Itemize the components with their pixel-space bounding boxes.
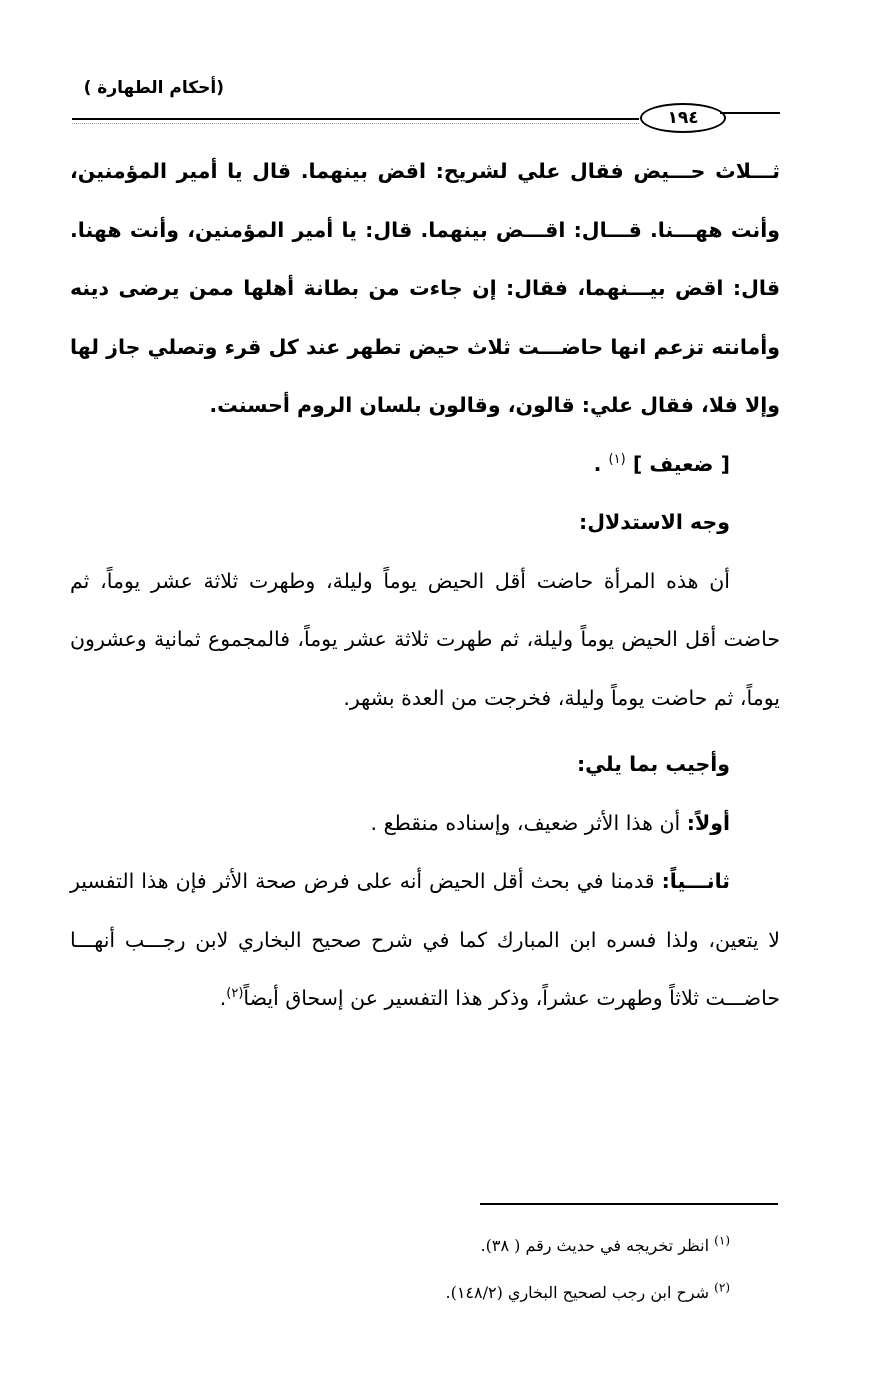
point-second <box>70 852 780 1028</box>
grade-end: . <box>593 451 602 476</box>
footnote-2-text: شرح ابن رجب لصحيح البخاري (١٤٨/٢). <box>445 1283 710 1302</box>
point-first-label: أولاً: <box>686 810 730 835</box>
point-first-text: أن هذا الأثر ضعيف، وإسناده منقطع . <box>370 810 681 835</box>
header-rule-right <box>720 112 780 114</box>
body-text <box>70 142 780 1028</box>
footnote-1-text: انظر تخريجه في حديث رقم ( ٣٨). <box>480 1236 710 1255</box>
paragraph-evidence: أن هذه المرأة حاضت أقل الحيض يوماً وليلة، وطهرت ثلاثة عشر يوماً، ثم حاضت أقل الحيض يوماً وليلة، ثم طهرت ثلاثة عشر يوماً، فالمجموع ثمانية وعشرون يوماً، ثم حاضت يوماً وليلة، فخرجت من العدة بشهر. <box>70 568 780 710</box>
footnote-2 <box>200 1269 730 1316</box>
footnote-1 <box>200 1222 730 1269</box>
page-number: ١٩٤ <box>640 103 726 133</box>
footnotes <box>200 1222 730 1316</box>
paragraph-quote: ثـــلاث حـــيض فقال علي لشريح: اقض بينهما. قال يا أمير المؤمنين، وأنت ههـــنا. قـــال: اقـــض بينهما. قال: يا أمير المؤمنين، وأنت ههنا. قال: اقض بيـــنهما، فقال: إن جاءت من بطانة أهلها ممن يرضى دينه وأمانته تزعم انها حاضـــت ثلاث حيض تطهر عند كل قرء وتصلي جاز لها وإلا فلا، فقال علي: قالون، وقالون بلسان الروم أحسنت. <box>70 159 780 417</box>
footnote-ref-1: (١) <box>608 451 626 467</box>
point-second-text: قدمنا في بحث أقل الحيض أنه على فرض صحة الأثر فإن هذا التفسير لا يتعين، ولذا فسره ابن المبارك كما في شرح صحيح البخاري لابن رجـــب أنهـــا حاضـــت ثلاثاً وطهرت عشراً، وذكر هذا التفسير عن إسحاق أيضاً <box>70 869 780 1010</box>
point-first <box>70 794 780 853</box>
point-second-label: ثانـــياً: <box>661 869 730 893</box>
running-title: (أحكام الطهارة ) <box>83 78 224 98</box>
header-rule-dotted <box>72 123 639 124</box>
footnote-1-mark: (١) <box>714 1233 730 1248</box>
grade-label: [ ضعيف ] <box>632 451 730 476</box>
footnote-ref-2: (٢) <box>226 986 244 1002</box>
header-rule <box>72 118 639 120</box>
grade-line <box>70 435 780 494</box>
footnote-separator <box>480 1203 778 1205</box>
heading-evidence: وجه الاستدلال: <box>579 510 730 534</box>
heading-reply: وأجيب بما يلي: <box>576 752 730 776</box>
point-second-end: . <box>219 986 227 1010</box>
footnote-2-mark: (٢) <box>714 1280 730 1295</box>
